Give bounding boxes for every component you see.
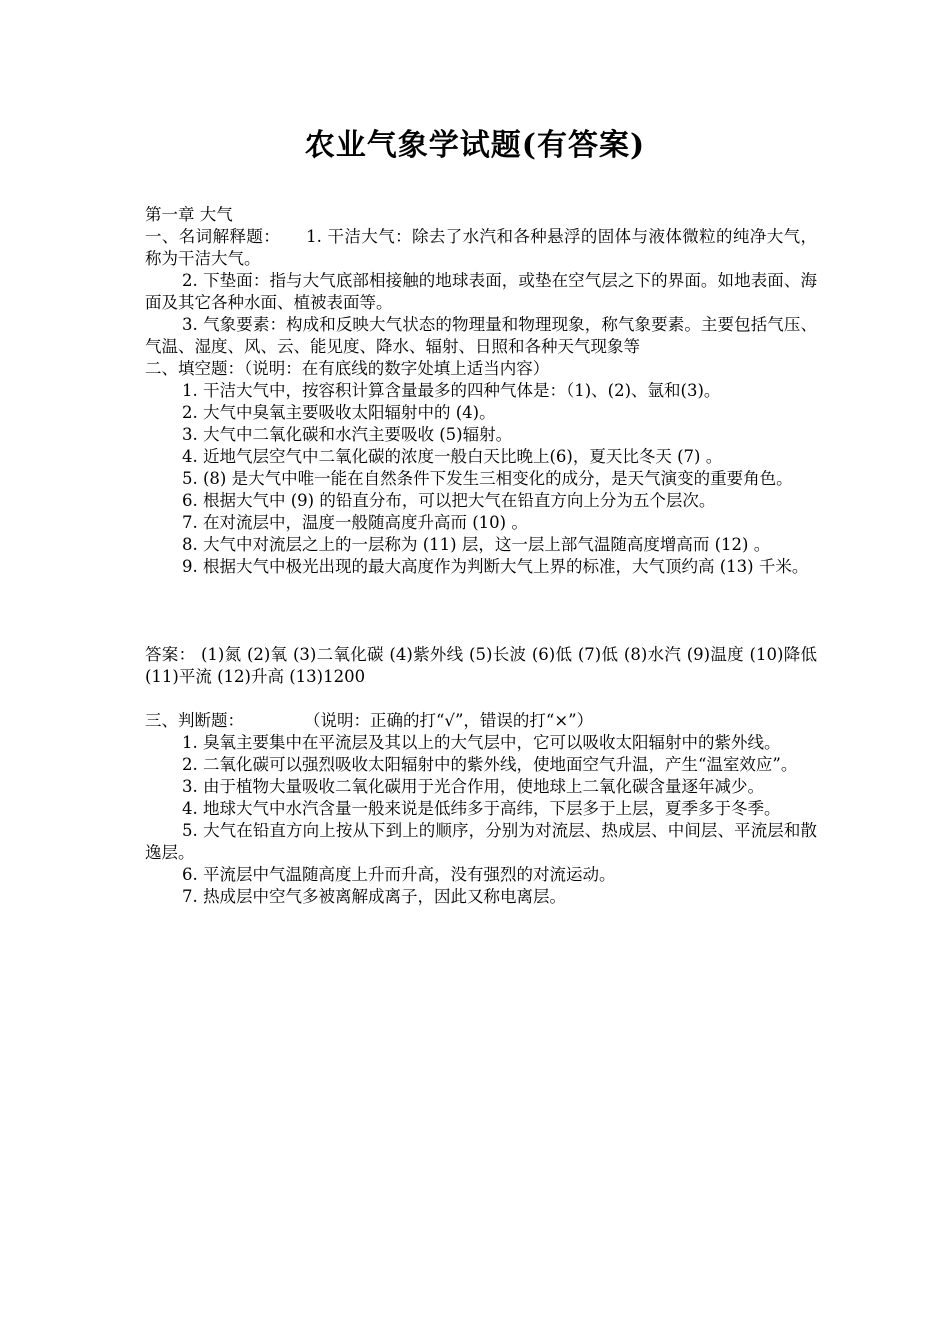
section3-item-1: 1. 臭氧主要集中在平流层及其以上的大气层中，它可以吸收太阳辐射中的紫外线。 bbox=[182, 733, 781, 752]
section3-heading-line bbox=[145, 710, 817, 732]
section1-item-1: 1. 干洁大气：除去了水汽和各种悬浮的固体与液体微粒的纯净大气，称为干洁大气。 bbox=[145, 227, 817, 268]
section3-item-5: 5. 大气在铅直方向上按从下到上的顺序，分别为对流层、热成层、中间层、平流层和散逸层。 bbox=[145, 821, 817, 862]
spacer bbox=[145, 578, 817, 644]
section2-item-4: 4. 近地气层空气中二氧化碳的浓度一般白天比晚上(6)，夏天比冬天 (7) 。 bbox=[182, 447, 723, 466]
section1-block bbox=[145, 226, 817, 270]
section2-heading: 二、填空题：（说明：在有底线的数字处填上适当内容） bbox=[145, 359, 550, 378]
section2-item-3: 3. 大气中二氧化碳和水汽主要吸收 (5)辐射。 bbox=[182, 425, 513, 444]
answer-key: 答案： (1)氮 (2)氧 (3)二氧化碳 (4)紫外线 (5)长波 (6)低 (7)低 (8)水汽 (9)温度 (10)降低 (11)平流 (12)升高 (13)1200 bbox=[145, 645, 817, 686]
section2-item-6: 6. 根据大气中 (9) 的铅直分布，可以把大气在铅直方向上分为五个层次。 bbox=[182, 491, 716, 510]
section2-item-9: 9. 根据大气中极光出现的最大高度作为判断大气上界的标准，大气顶约高 (13) 千米。 bbox=[182, 557, 809, 576]
spacer bbox=[145, 688, 817, 710]
section1-item-3: 3. 气象要素：构成和反映大气状态的物理量和物理现象，称气象要素。主要包括气压、气温、湿度、风、云、能见度、降水、辐射、日照和各种天气现象等 bbox=[145, 315, 817, 356]
page-title: 农业气象学试题(有答案) bbox=[304, 128, 646, 163]
section3-item-2: 2. 二氧化碳可以强烈吸收太阳辐射中的紫外线，使地面空气升温，产生“温室效应”。 bbox=[182, 755, 798, 774]
section1-heading: 一、名词解释题： bbox=[145, 227, 281, 246]
section2-item-7: 7. 在对流层中，温度一般随高度升高而 (10) 。 bbox=[182, 513, 528, 532]
document-body bbox=[145, 204, 817, 908]
section3-item-6: 6. 平流层中气温随高度上升而升高，没有强烈的对流运动。 bbox=[182, 865, 616, 884]
section2-item-1: 1. 干洁大气中，按容积计算含量最多的四种气体是：（1)、(2)、氩和(3)。 bbox=[182, 381, 721, 400]
section3-item-4: 4. 地球大气中水汽含量一般来说是低纬多于高纬，下层多于上层，夏季多于冬季。 bbox=[182, 799, 781, 818]
section3-note: （说明：正确的打“√”，错误的打“×”） bbox=[304, 711, 594, 730]
chapter-heading: 第一章 大气 bbox=[145, 205, 233, 224]
section2-item-8: 8. 大气中对流层之上的一层称为 (11) 层，这一层上部气温随高度增高而 (12) 。 bbox=[182, 535, 771, 554]
section3-item-7: 7. 热成层中空气多被离解成离子，因此又称电离层。 bbox=[182, 887, 566, 906]
section2-item-2: 2. 大气中臭氧主要吸收太阳辐射中的 (4)。 bbox=[182, 403, 496, 422]
section3-item-3: 3. 由于植物大量吸收二氧化碳用于光合作用，使地球上二氧化碳含量逐年减少。 bbox=[182, 777, 764, 796]
section1-item-2: 2. 下垫面：指与大气底部相接触的地球表面，或垫在空气层之下的界面。如地表面、海面及其它各种水面、植被表面等。 bbox=[145, 271, 817, 312]
section2-item-5: 5. (8) 是大气中唯一能在自然条件下发生三相变化的成分，是天气演变的重要角色。 bbox=[182, 469, 793, 488]
section3-heading: 三、判断题： bbox=[145, 711, 244, 730]
